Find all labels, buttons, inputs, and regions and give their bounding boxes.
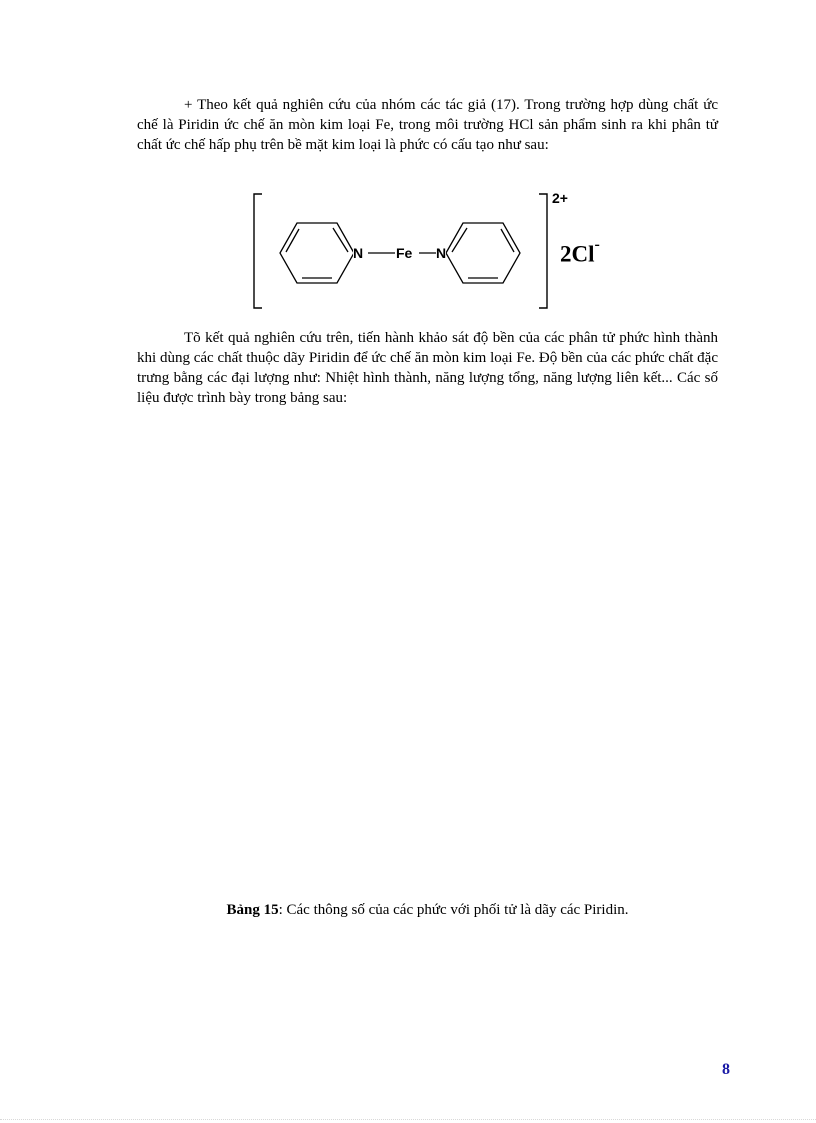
left-bracket bbox=[254, 194, 262, 308]
table-caption-text: : Các thông số của các phức với phối tử là dãy các Piridin. bbox=[278, 902, 629, 918]
paragraph-intro: + Theo kết quả nghiên cứu của nhóm các tác giả (17). Trong trường hợp dùng chất ức chế là Piridin ức chế ăn mòn kim loại Fe, trong môi trường HCl sản phẩm sinh ra khi phân tử chất ức chế hấp phụ trên bề mặt kim loại là phức có cấu tạo như sau: bbox=[137, 97, 718, 153]
table-caption bbox=[137, 900, 718, 920]
right-pyridine-ring bbox=[446, 223, 520, 283]
table-caption-label: Bảng 15 bbox=[226, 902, 279, 918]
complex-structure-figure bbox=[250, 190, 630, 312]
counter-ion-formula: 2Cl bbox=[560, 241, 595, 267]
nitrogen-atom-right: N bbox=[436, 245, 447, 261]
counter-ion-charge: - bbox=[594, 236, 600, 253]
complex-charge: 2+ bbox=[552, 190, 568, 206]
iron-atom: Fe bbox=[396, 245, 413, 261]
page-bottom-divider bbox=[0, 1119, 816, 1120]
nitrogen-atom-left: N bbox=[353, 245, 364, 261]
page-number: 8 bbox=[722, 1061, 730, 1078]
left-pyridine-ring bbox=[280, 223, 354, 283]
counter-ion bbox=[560, 236, 600, 268]
right-bracket bbox=[539, 194, 547, 308]
paragraph-results: Tõ kết quả nghiên cứu trên, tiến hành khảo sát độ bền của các phân tử phức hình thành khi dùng các chất thuộc dãy Piridin để ức chế ăn mòn kim loại Fe. Độ bền của các phức chất đặc trưng bằng các đại lượng như: Nhiệt hình thành, năng lượng tổng, năng lượng liên kết... Các số liệu được trình bày trong bảng sau: bbox=[137, 330, 718, 406]
